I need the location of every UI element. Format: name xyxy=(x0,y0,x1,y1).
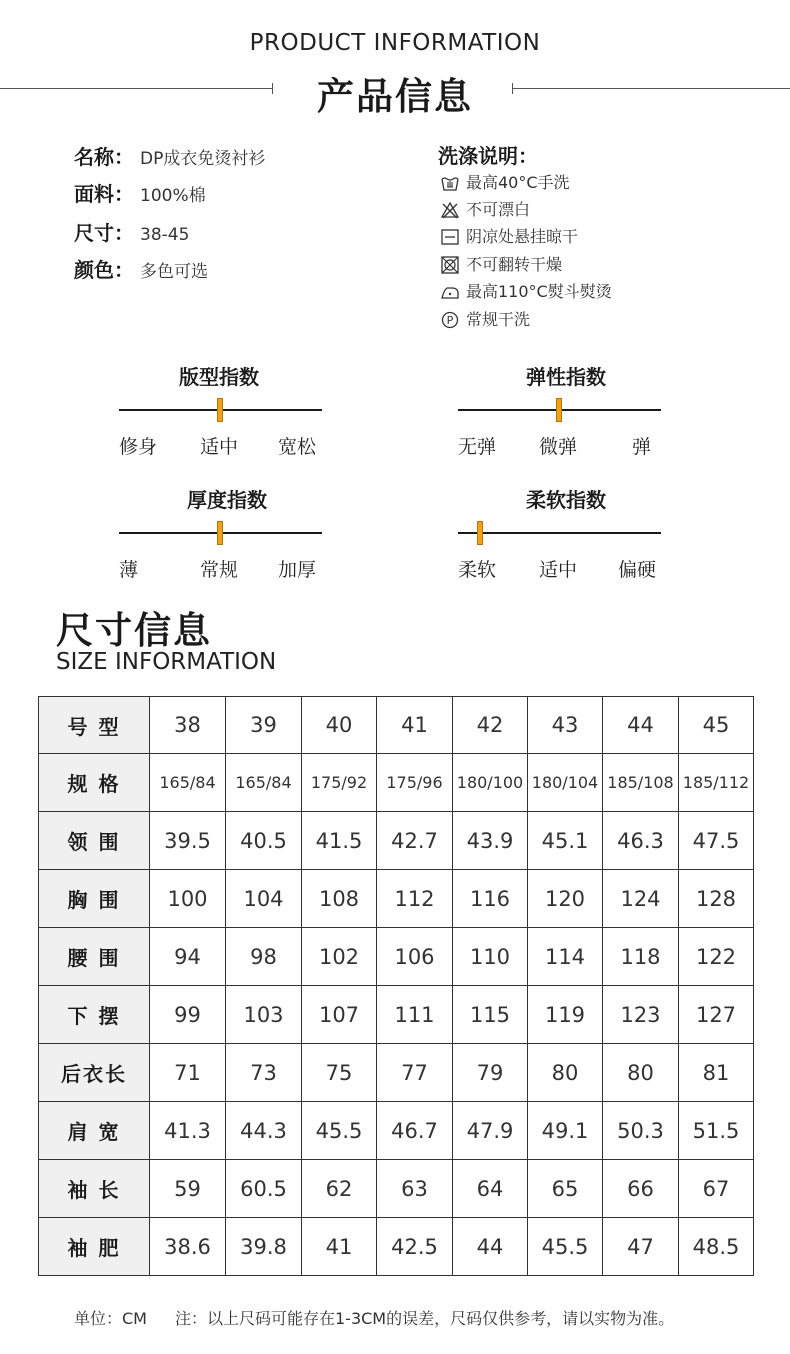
fit-index-marker xyxy=(217,398,223,422)
size-cell: 44 xyxy=(453,1218,528,1276)
size-cell: 64 xyxy=(453,1160,528,1218)
size-cell: 44 xyxy=(603,697,679,754)
thickness-index-marker xyxy=(217,521,223,545)
size-cell: 80 xyxy=(528,1044,603,1102)
spec-color-value: 多色可选 xyxy=(140,262,208,282)
care-item-text: 阴凉处悬挂晾干 xyxy=(466,227,579,246)
size-cell: 175/96 xyxy=(377,754,453,812)
size-cell: 38.6 xyxy=(150,1218,226,1276)
stretch-index-label-high: 弹 xyxy=(632,436,652,458)
size-cell: 119 xyxy=(528,986,603,1044)
spec-name-key: 名称： xyxy=(74,145,134,169)
size-cell: 79 xyxy=(453,1044,528,1102)
size-cell: 127 xyxy=(679,986,754,1044)
size-cell: 165/84 xyxy=(150,754,226,812)
size-section-title-cn: 尺寸信息 xyxy=(56,609,212,652)
size-cell: 40 xyxy=(302,697,377,754)
size-cell: 165/84 xyxy=(226,754,302,812)
size-table-row xyxy=(39,812,754,870)
size-cell: 115 xyxy=(453,986,528,1044)
size-cell: 41.5 xyxy=(302,812,377,870)
spec-fabric-value: 100%棉 xyxy=(140,186,206,206)
header-divider-right xyxy=(512,88,790,89)
fit-index-label-low: 修身 xyxy=(119,436,158,458)
size-cell: 43 xyxy=(528,697,603,754)
size-cell: 66 xyxy=(603,1160,679,1218)
size-table-row xyxy=(39,1102,754,1160)
size-cell: 42.5 xyxy=(377,1218,453,1276)
care-item-text: 最高110°C熨斗熨烫 xyxy=(466,282,612,301)
size-cell: 65 xyxy=(528,1160,603,1218)
size-cell: 106 xyxy=(377,928,453,986)
size-cell: 185/108 xyxy=(603,754,679,812)
size-cell: 47 xyxy=(603,1218,679,1276)
stretch-index-label-low: 无弹 xyxy=(458,436,497,458)
spec-color-key: 颜色： xyxy=(74,258,134,282)
size-cell: 114 xyxy=(528,928,603,986)
size-cell: 75 xyxy=(302,1044,377,1102)
iron-icon xyxy=(440,283,460,301)
softness-index-label-high: 偏硬 xyxy=(618,559,657,581)
size-row-label: 领 围 xyxy=(39,812,150,870)
size-table-row xyxy=(39,928,754,986)
size-cell: 39.5 xyxy=(150,812,226,870)
size-cell: 99 xyxy=(150,986,226,1044)
size-row-label: 肩 宽 xyxy=(39,1102,150,1160)
size-cell: 40.5 xyxy=(226,812,302,870)
care-item-text: 常规干洗 xyxy=(466,310,531,329)
size-row-label: 胸 围 xyxy=(39,870,150,928)
size-cell: 39 xyxy=(226,697,302,754)
size-table-row xyxy=(39,697,754,754)
softness-index-track xyxy=(458,532,661,534)
care-item xyxy=(440,199,530,221)
size-cell: 47.9 xyxy=(453,1102,528,1160)
size-table-row xyxy=(39,986,754,1044)
size-cell: 180/104 xyxy=(528,754,603,812)
size-cell: 180/100 xyxy=(453,754,528,812)
spec-fabric-key: 面料： xyxy=(74,182,134,206)
size-cell: 110 xyxy=(453,928,528,986)
size-cell: 107 xyxy=(302,986,377,1044)
spec-fabric xyxy=(74,178,206,207)
softness-index-label-mid: 适中 xyxy=(539,559,578,581)
size-cell: 62 xyxy=(302,1160,377,1218)
size-cell: 128 xyxy=(679,870,754,928)
size-cell: 60.5 xyxy=(226,1160,302,1218)
size-table-row xyxy=(39,754,754,812)
line-dry-shade-icon xyxy=(440,228,460,246)
size-cell: 111 xyxy=(377,986,453,1044)
softness-index-title: 柔软指数 xyxy=(526,488,606,512)
size-row-label: 袖 肥 xyxy=(39,1218,150,1276)
thickness-index-title: 厚度指数 xyxy=(187,488,267,512)
size-cell: 120 xyxy=(528,870,603,928)
size-cell: 103 xyxy=(226,986,302,1044)
size-cell: 123 xyxy=(603,986,679,1044)
size-cell: 46.3 xyxy=(603,812,679,870)
size-cell: 71 xyxy=(150,1044,226,1102)
size-cell: 43.9 xyxy=(453,812,528,870)
care-item xyxy=(440,172,570,194)
size-cell: 41.3 xyxy=(150,1102,226,1160)
size-cell: 42 xyxy=(453,697,528,754)
footnote-unit: 单位：CM xyxy=(74,1309,147,1328)
size-cell: 122 xyxy=(679,928,754,986)
fit-index-label-high: 宽松 xyxy=(278,436,317,458)
size-cell: 41 xyxy=(377,697,453,754)
size-row-label: 规 格 xyxy=(39,754,150,812)
size-cell: 94 xyxy=(150,928,226,986)
size-cell: 47.5 xyxy=(679,812,754,870)
size-cell: 73 xyxy=(226,1044,302,1102)
size-cell: 175/92 xyxy=(302,754,377,812)
thickness-index-label-mid: 常规 xyxy=(200,559,239,581)
no-bleach-icon xyxy=(440,201,460,219)
size-cell: 98 xyxy=(226,928,302,986)
size-cell: 81 xyxy=(679,1044,754,1102)
care-item xyxy=(440,309,530,331)
size-row-label: 腰 围 xyxy=(39,928,150,986)
size-cell: 50.3 xyxy=(603,1102,679,1160)
size-cell: 59 xyxy=(150,1160,226,1218)
care-title: 洗涤说明： xyxy=(438,144,538,168)
size-cell: 104 xyxy=(226,870,302,928)
spec-color xyxy=(74,254,208,283)
size-cell: 46.7 xyxy=(377,1102,453,1160)
size-cell: 108 xyxy=(302,870,377,928)
dry-clean-p-icon xyxy=(440,311,460,329)
thickness-index-label-high: 加厚 xyxy=(278,559,317,581)
size-cell: 100 xyxy=(150,870,226,928)
footnote xyxy=(74,1306,674,1329)
size-cell: 116 xyxy=(453,870,528,928)
stretch-index-marker xyxy=(556,398,562,422)
size-cell: 45 xyxy=(679,697,754,754)
size-row-label: 袖 长 xyxy=(39,1160,150,1218)
spec-name-value: DP成衣免烫衬衫 xyxy=(140,149,266,169)
stretch-index-label-mid: 微弹 xyxy=(539,436,578,458)
size-cell: 41 xyxy=(302,1218,377,1276)
care-item-text: 不可翻转干燥 xyxy=(466,255,563,274)
size-cell: 118 xyxy=(603,928,679,986)
no-tumble-dry-icon xyxy=(440,256,460,274)
size-table-row xyxy=(39,1160,754,1218)
size-section-title-en: SIZE INFORMATION xyxy=(56,649,277,675)
size-table-row xyxy=(39,1218,754,1276)
size-cell: 77 xyxy=(377,1044,453,1102)
fit-index-title: 版型指数 xyxy=(179,365,259,389)
size-cell: 124 xyxy=(603,870,679,928)
size-cell: 80 xyxy=(603,1044,679,1102)
size-table-body xyxy=(39,697,754,1276)
size-cell: 48.5 xyxy=(679,1218,754,1276)
header-english-title: PRODUCT INFORMATION xyxy=(249,30,541,56)
size-cell: 51.5 xyxy=(679,1102,754,1160)
softness-index-marker xyxy=(477,521,483,545)
size-row-label: 下 摆 xyxy=(39,986,150,1044)
softness-index-label-low: 柔软 xyxy=(458,559,497,581)
care-item-text: 最高40°C手洗 xyxy=(466,173,570,192)
fit-index-label-mid: 适中 xyxy=(200,436,239,458)
spec-name xyxy=(74,141,265,170)
size-cell: 45.1 xyxy=(528,812,603,870)
size-cell: 45.5 xyxy=(528,1218,603,1276)
size-table-row xyxy=(39,1044,754,1102)
spec-size xyxy=(74,217,189,246)
size-cell: 112 xyxy=(377,870,453,928)
size-cell: 49.1 xyxy=(528,1102,603,1160)
svg-text:P: P xyxy=(446,314,454,327)
hand-wash-icon xyxy=(440,174,460,192)
care-item-text: 不可漂白 xyxy=(466,200,531,219)
footnote-note: 注：以上尺码可能存在1-3CM的误差，尺码仅供参考，请以实物为准。 xyxy=(174,1309,675,1328)
size-table xyxy=(38,696,754,1276)
thickness-index-label-low: 薄 xyxy=(119,559,139,581)
size-cell: 67 xyxy=(679,1160,754,1218)
size-cell: 102 xyxy=(302,928,377,986)
size-row-label: 号 型 xyxy=(39,697,150,754)
size-cell: 63 xyxy=(377,1160,453,1218)
size-cell: 42.7 xyxy=(377,812,453,870)
size-table-row xyxy=(39,870,754,928)
size-cell: 185/112 xyxy=(679,754,754,812)
care-item xyxy=(440,226,578,248)
size-cell: 44.3 xyxy=(226,1102,302,1160)
care-item xyxy=(440,254,562,276)
care-item xyxy=(440,281,612,303)
spec-size-value: 38-45 xyxy=(140,225,190,245)
header-chinese-title: 产品信息 xyxy=(317,75,473,118)
size-row-label: 后衣长 xyxy=(39,1044,150,1102)
stretch-index-title: 弹性指数 xyxy=(526,365,606,389)
size-cell: 38 xyxy=(150,697,226,754)
spec-size-key: 尺寸： xyxy=(74,221,134,245)
size-cell: 39.8 xyxy=(226,1218,302,1276)
size-cell: 45.5 xyxy=(302,1102,377,1160)
